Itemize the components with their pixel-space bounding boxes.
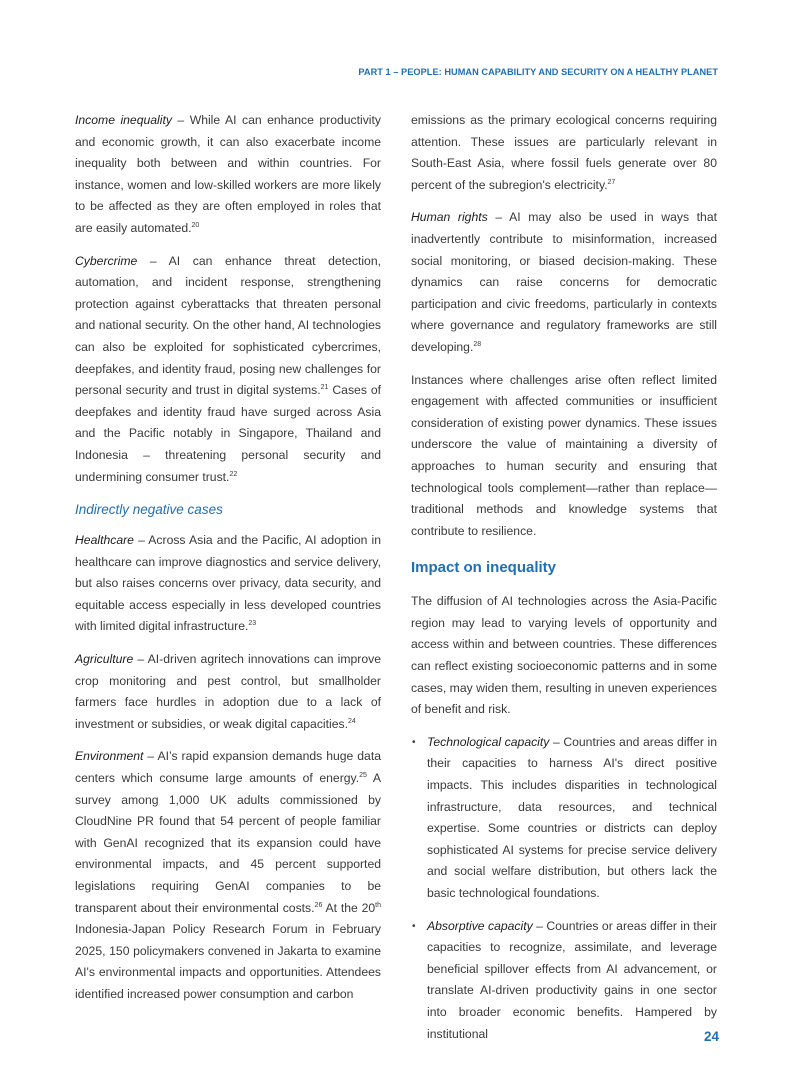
term-absorptive-capacity: Absorptive capacity xyxy=(427,918,533,933)
paragraph-text: emissions as the primary ecological concerns requiring attention. These issues are particularly relevant in South-East Asia, where fossil fuels generate over 80 percent of the subregion's electricity. xyxy=(411,113,717,192)
section-subheading-indirect: Indirectly negative cases xyxy=(75,502,223,518)
page-number: 24 xyxy=(703,1029,719,1044)
footnote-ref[interactable]: 23 xyxy=(248,620,257,628)
paragraph-cybercrime xyxy=(75,251,381,489)
bullet-item-technological-capacity xyxy=(411,732,717,905)
paragraph-environment xyxy=(75,746,381,1005)
paragraph-income-inequality xyxy=(75,110,381,240)
paragraph-text: Cases of deepfakes and identity fraud have surged across Asia and the Pacific notably in Singapore, Thailand and Indonesia – threatening personal security and undermining consumer trust. xyxy=(75,383,381,484)
term-environment: Environment xyxy=(75,749,144,764)
paragraph-text: – AI may also be used in ways that inadvertently contribute to misinformation, increased social monitoring, or biased decision-making. These dynamics can raise concerns for democratic participation and civic freedoms, particularly in contexts where governance and regulatory frameworks are still developing. xyxy=(411,210,717,354)
capacity-bullet-list xyxy=(411,732,717,1045)
paragraph-agriculture xyxy=(75,649,381,735)
paragraph-environment-continued xyxy=(411,110,717,196)
footnote-ref[interactable]: 26 xyxy=(314,901,323,909)
paragraph-text: – AI-driven agritech innovations can improve crop monitoring and pest control, but smallholder farmers face hurdles in adoption due to a lack of investment or subsidies, or weak digital capacities. xyxy=(75,652,381,731)
footnote-ref[interactable]: 21 xyxy=(320,384,329,392)
bullet-item-absorptive-capacity xyxy=(411,916,717,1046)
bullet-dot-icon: • xyxy=(412,920,416,932)
footnote-ref[interactable]: 22 xyxy=(229,470,238,478)
right-column xyxy=(411,110,717,1056)
paragraph-healthcare xyxy=(75,530,381,638)
footnote-ref[interactable]: 27 xyxy=(607,178,616,186)
ordinal-suffix: th xyxy=(375,901,381,909)
running-header: PART 1 – PEOPLE: HUMAN CAPABILITY AND SECURITY ON A HEALTHY PLANET xyxy=(358,67,718,77)
paragraph-text: – AI can enhance threat detection, automation, and incident response, strengthening protection against cyberattacks that threaten personal and national security. On the other hand, AI technologies can also be exploited for sophisticated cybercrimes, deepfakes, and identity fraud, posing new challenges for personal security and trust in digital systems. xyxy=(75,253,381,398)
term-technological-capacity: Technological capacity xyxy=(427,734,550,749)
footnote-ref[interactable]: 28 xyxy=(473,340,482,348)
term-healthcare: Healthcare xyxy=(75,533,134,548)
paragraph-text: A survey among 1,000 UK adults commissioned by CloudNine PR found that 54 percent of people familiar with GenAI recognized that its expansion could have environmental impacts, and 45 percent supported legislations requiring GenAI companies to be transparent about their environmental costs. xyxy=(75,771,381,915)
bullet-text: – Countries or areas differ in their capacities to recognize, assimilate, and leverage beneficial spillover effects from AI advancement, or translate AI-driven productivity gains in one sector into broader economic benefits. Hampered by institutional xyxy=(427,918,717,1041)
paragraph-text: – While AI can enhance productivity and economic growth, it can also exacerbate income inequality both between and within countries. For instance, women and low-skilled workers are more likely to be affected as they are often employed in roles that are easily automated. xyxy=(75,113,381,235)
left-column xyxy=(75,110,381,1017)
footnote-ref[interactable]: 24 xyxy=(348,717,356,725)
bullet-text: – Countries and areas differ in their capacities to harness AI's direct positive impacts. This includes disparities in technological infrastructure, data resources, and technical expertise. Some countries or districts can deploy sophisticated AI systems for precise service delivery and social welfare distribution, but others lack the basic technological foundations. xyxy=(427,734,717,900)
section-heading-impact-on-inequality: Impact on inequality xyxy=(411,559,557,577)
paragraph-instances: Instances where challenges arise often reflect limited engagement with affected communities or insufficient consideration of existing power dynamics. These issues underscore the value of maintaining a diversity of approaches to human security and ensuring that technological tools complement—rather than replace—traditional methods and knowledge systems that contribute to resilience. xyxy=(411,372,717,538)
term-income-inequality: Income inequality xyxy=(75,113,172,127)
footnote-ref[interactable]: 25 xyxy=(359,771,367,779)
paragraph-diffusion: The diffusion of AI technologies across the Asia-Pacific region may lead to varying levels of opportunity and access within and between countries. These differences can reflect existing socioeconomic patterns and in some cases, may widen them, resulting in uneven experiences of benefit and risk. xyxy=(411,594,717,717)
term-agriculture: Agriculture xyxy=(75,652,134,667)
term-cybercrime: Cybercrime xyxy=(75,253,138,268)
paragraph-text: Indonesia-Japan Policy Research Forum in February 2025, 150 policymakers convened in Jakarta to examine AI's environmental impacts and opportunities. Attendees identified increased power consumption and carbon xyxy=(75,922,381,1001)
paragraph-text: At the 20 xyxy=(322,900,376,915)
bullet-dot-icon: • xyxy=(412,736,416,748)
term-human-rights: Human rights xyxy=(411,210,488,225)
paragraph-text: – Across Asia and the Pacific, AI adoption in healthcare can improve diagnostics and service delivery, but also raises concerns over privacy, data security, and equitable access especially in less developed countries with limited digital infrastructure. xyxy=(75,533,381,634)
paragraph-text: – AI’s rapid expansion demands huge data centers which consume large amounts of energy. xyxy=(75,749,381,786)
paragraph-human-rights xyxy=(411,207,717,358)
footnote-ref[interactable]: 20 xyxy=(191,221,200,229)
